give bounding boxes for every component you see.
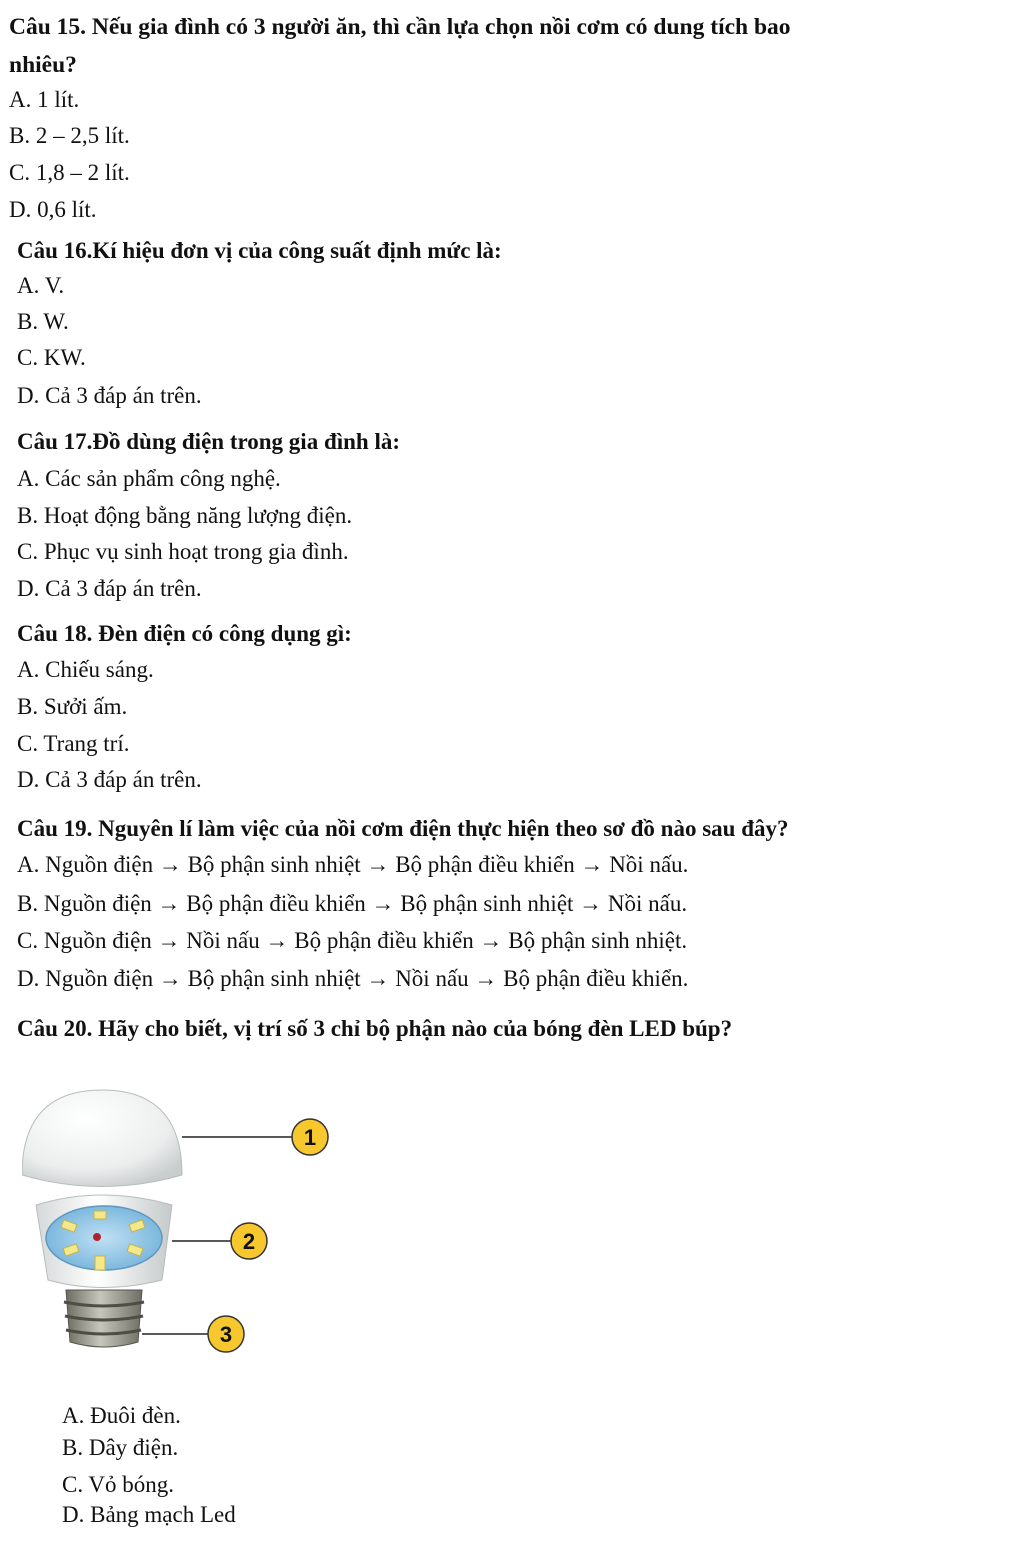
led-chip xyxy=(94,1211,106,1219)
q17-option-b: B. Hoạt động bằng năng lượng điện. xyxy=(17,503,353,528)
callout-1-label: 1 xyxy=(303,1125,317,1150)
q16-option-d: D. Cả 3 đáp án trên. xyxy=(17,383,202,408)
q18-option-d: D. Cả 3 đáp án trên. xyxy=(17,767,202,792)
q16-option-c: C. KW. xyxy=(17,345,86,370)
q20-option-c: C. Vỏ bóng. xyxy=(62,1472,175,1497)
q19-option-c: C. Nguồn điện → Nồi nấu → Bộ phận điều khiển → Bộ phận sinh nhiệt. xyxy=(17,928,688,953)
q17-title: Câu 17.Đồ dùng điện trong gia đình là: xyxy=(17,429,401,454)
q20-option-a: A. Đuôi đèn. xyxy=(62,1403,181,1428)
q20-title: Câu 20. Hãy cho biết, vị trí số 3 chỉ bộ phận nào của bóng đèn LED búp? xyxy=(17,1016,733,1041)
q18-option-b: B. Sưởi ấm. xyxy=(17,694,128,719)
callout-2 xyxy=(231,1223,267,1259)
q19-title: Câu 19. Nguyên lí làm việc của nồi cơm điện thực hiện theo sơ đồ nào sau đây? xyxy=(17,816,789,841)
q19-option-d: D. Nguồn điện → Bộ phận sinh nhiệt → Nồi nấu → Bộ phận điều khiển. xyxy=(17,966,689,991)
q16-option-b: B. W. xyxy=(17,309,69,334)
bulb-body xyxy=(36,1195,172,1288)
callout-3-label: 3 xyxy=(219,1322,233,1347)
q18-option-c: C. Trang trí. xyxy=(17,731,130,756)
led-chip xyxy=(95,1256,105,1270)
bulb-base xyxy=(64,1290,144,1347)
led-component xyxy=(93,1233,101,1241)
callout-3 xyxy=(208,1316,244,1352)
q17-option-a: A. Các sản phẩm công nghệ. xyxy=(17,466,281,491)
q19-option-a: A. Nguồn điện → Bộ phận sinh nhiệt → Bộ phận điều khiển → Nồi nấu. xyxy=(17,852,689,877)
q17-option-c: C. Phục vụ sinh hoạt trong gia đình. xyxy=(17,539,349,564)
q15-option-a: A. 1 lít. xyxy=(9,87,80,112)
q16-option-a: A. V. xyxy=(17,273,65,298)
q17-option-d: D. Cả 3 đáp án trên. xyxy=(17,576,202,601)
callout-1 xyxy=(292,1119,328,1155)
q15-title-cont: nhiêu? xyxy=(9,52,77,78)
q20-option-b: B. Dây điện. xyxy=(62,1435,179,1460)
q15-option-d: D. 0,6 lít. xyxy=(9,197,97,222)
q19-option-b: B. Nguồn điện → Bộ phận điều khiển → Bộ phận sinh nhiệt → Nồi nấu. xyxy=(17,891,688,916)
q18-option-a: A. Chiếu sáng. xyxy=(17,657,154,682)
q16-title: Câu 16.Kí hiệu đơn vị của công suất định mức là: xyxy=(17,238,502,263)
q15-option-b: B. 2 – 2,5 lít. xyxy=(9,123,130,148)
led-bulb-figure xyxy=(22,1080,362,1380)
q18-title: Câu 18. Đèn điện có công dụng gì: xyxy=(17,621,352,646)
bulb-dome xyxy=(22,1090,182,1187)
q15-option-c: C. 1,8 – 2 lít. xyxy=(9,160,130,185)
q20-option-d: D. Bảng mạch Led xyxy=(62,1502,236,1527)
q15-title: Câu 15. Nếu gia đình có 3 người ăn, thì cần lựa chọn nồi cơm có dung tích bao xyxy=(9,14,791,40)
callout-2-label: 2 xyxy=(242,1229,256,1254)
